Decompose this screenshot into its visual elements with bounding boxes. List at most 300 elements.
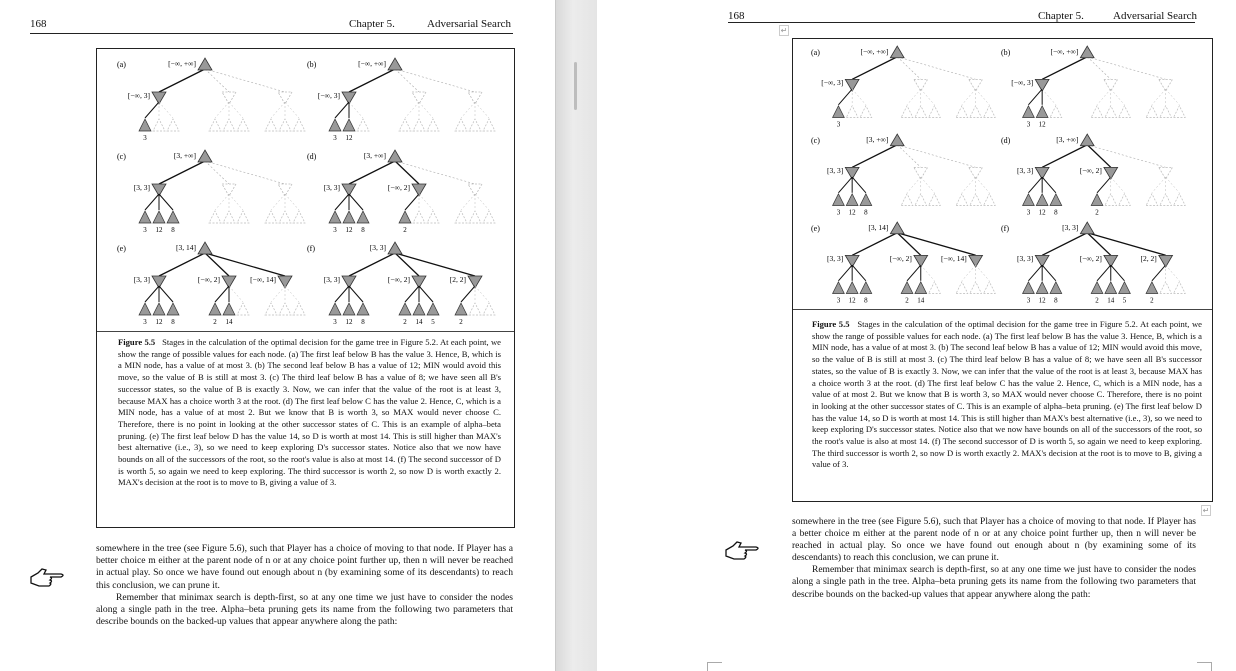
- root-bound: [−∞, +∞]: [1050, 46, 1079, 56]
- max-node: [388, 58, 402, 70]
- root-bound: [3, 14]: [868, 222, 889, 232]
- chapter-label: Chapter 5.: [1038, 10, 1084, 22]
- page-number: 168: [728, 10, 745, 22]
- figure-5-5-trees: [793, 39, 1212, 309]
- header-rule: [30, 33, 513, 34]
- tree-edge: [335, 102, 349, 118]
- leaf-node: [970, 106, 982, 118]
- leaf-value: 2: [1095, 296, 1099, 305]
- leaf-node: [1160, 194, 1172, 206]
- min-bound: [−∞, 3]: [821, 78, 844, 88]
- leaf-value: 3: [333, 226, 337, 234]
- leaf-node: [167, 303, 179, 315]
- annotation-marker[interactable]: ↵: [780, 26, 788, 35]
- body-text: [96, 543, 513, 628]
- tree-panel: [117, 150, 305, 234]
- tree-edge: [1042, 233, 1087, 256]
- leaf-node: [265, 211, 277, 223]
- tree-edge: [1042, 177, 1056, 193]
- pointing-hand-icon: [30, 566, 66, 593]
- tree-edge: [349, 102, 363, 118]
- leaf-value: 8: [171, 318, 175, 326]
- tree-edge: [838, 89, 852, 105]
- min-bound: [−∞, 2]: [387, 183, 410, 192]
- root-bound: [3, +∞]: [866, 134, 889, 144]
- leaf-node: [860, 106, 872, 118]
- leaf-node: [860, 282, 872, 294]
- leaf-value: 3: [836, 296, 841, 305]
- leaf-node: [265, 303, 277, 315]
- leaf-node: [1050, 194, 1062, 206]
- max-node: [388, 242, 402, 254]
- tree-edge: [271, 286, 285, 302]
- leaf-node: [1160, 106, 1172, 118]
- tree-edge: [852, 177, 866, 193]
- leaf-node: [1023, 194, 1035, 206]
- leaf-node: [469, 303, 481, 315]
- leaf-node: [1146, 106, 1158, 118]
- header-rule: [728, 22, 1195, 23]
- leaf-node: [237, 303, 249, 315]
- leaf-node: [427, 303, 439, 315]
- leaf-node: [139, 303, 151, 315]
- leaf-node: [846, 106, 858, 118]
- leaf-node: [329, 211, 341, 223]
- left-page-view[interactable]: [0, 0, 555, 671]
- pointing-hand-icon: [725, 539, 761, 566]
- leaf-value: 12: [155, 318, 163, 326]
- figure-box: [96, 48, 515, 528]
- max-node: [198, 150, 212, 162]
- tree-edge: [1111, 265, 1125, 281]
- tree-edge: [1097, 177, 1111, 193]
- max-node: [890, 134, 904, 146]
- panel-label: (a): [117, 60, 126, 69]
- leaf-value: 3: [1026, 120, 1031, 129]
- tree-panel: [307, 150, 495, 234]
- leaf-node: [427, 211, 439, 223]
- leaf-node: [167, 119, 179, 131]
- root-bound: [3, +∞]: [363, 151, 386, 160]
- max-node: [388, 150, 402, 162]
- leaf-node: [209, 211, 221, 223]
- tree-edge: [229, 102, 243, 118]
- caption-label: Figure 5.5: [812, 319, 850, 329]
- tree-edge: [285, 102, 299, 118]
- leaf-node: [901, 106, 913, 118]
- leaf-value: 8: [864, 208, 868, 217]
- caption-text: Stages in the calculation of the optimal decision for the game tree in Figure 5.2. At each point, we show the range of possible values for each node. (a) The first leaf below B has the value 3. Hence, B, which is a MIN node, has a value of at most 3. (b) The second leaf below B has a value of 12; MIN would avoid this move, so the value of B is still at most 3. (c) The third leaf below B has a value of 8; we have seen all B's successor states, so the value of B is exactly 3. Now, we can infer that the value of the root is at least 3, because MAX has a choice worth 3 at the root. (d) The first leaf below C has the value 2. Hence, C, which is a MIN node, has a value of at most 2. But we know that B is worth 3, so MAX would never choose C. Therefore, there is no point in looking at the other successor states of C. This is an example of alpha–beta pruning. (e) The first leaf below D has the value 14, so D is worth at most 14. This is still higher than MAX's best alternative (i.e., 3), so we need to keep exploring D's successor states. Notice also that we now have bounds on all of the successors of the root, so the root's value is also at most 14. (f) The second successor of D is worth 5, so again we need to keep exploring. The third successor is worth 2, so now D is worth exactly 2. MAX's decision at the root is to move to B, giving a value of 3.: [812, 319, 1202, 470]
- tree-edge: [921, 265, 935, 281]
- leaf-node: [1119, 106, 1131, 118]
- leaf-node: [357, 119, 369, 131]
- leaf-value: 12: [155, 226, 163, 234]
- tree-edge: [1042, 89, 1056, 105]
- leaf-node: [984, 106, 996, 118]
- tree-panel: [811, 134, 995, 216]
- leaf-value: 2: [213, 318, 217, 326]
- panel-label: (e): [811, 223, 820, 233]
- tree-edge: [852, 233, 897, 256]
- leaf-node: [293, 303, 305, 315]
- min-bound: [2, 2]: [449, 275, 466, 284]
- pane-divider[interactable]: [555, 0, 599, 671]
- leaf-node: [1091, 194, 1103, 206]
- leaf-node: [1105, 106, 1117, 118]
- root-bound: [−∞, +∞]: [860, 46, 889, 56]
- leaf-value: 12: [1038, 120, 1046, 129]
- leaf-node: [860, 194, 872, 206]
- tree-edge: [159, 286, 173, 302]
- leaf-node: [929, 194, 941, 206]
- figure-caption: [812, 319, 1202, 471]
- leaf-node: [970, 282, 982, 294]
- annotation-marker[interactable]: ↵: [1202, 506, 1210, 515]
- leaf-node: [237, 211, 249, 223]
- leaf-node: [329, 303, 341, 315]
- tree-edge: [405, 102, 419, 118]
- leaf-node: [1050, 106, 1062, 118]
- leaf-value: 12: [1038, 296, 1046, 305]
- min-bound: [2, 2]: [1140, 254, 1157, 264]
- leaf-node: [833, 106, 845, 118]
- tree-edge: [962, 89, 976, 105]
- tree-panel: [307, 58, 495, 142]
- leaf-node: [846, 194, 858, 206]
- tree-edge: [921, 89, 935, 105]
- leaf-value: 12: [345, 226, 353, 234]
- tree-edge: [215, 194, 229, 210]
- min-bound: [−∞, 14]: [940, 254, 967, 264]
- leaf-value: 14: [225, 318, 233, 326]
- tree-edge: [461, 102, 475, 118]
- leaf-value: 2: [403, 226, 407, 234]
- tree-edge: [419, 102, 433, 118]
- tree-edge: [271, 102, 285, 118]
- tree-edge: [907, 265, 921, 281]
- leaf-node: [956, 106, 968, 118]
- leaf-node: [984, 282, 996, 294]
- tree-edge: [976, 177, 990, 193]
- tree-edge: [285, 286, 299, 302]
- tree-edge: [159, 102, 173, 118]
- leaf-node: [1119, 282, 1131, 294]
- tree-edge: [907, 89, 921, 105]
- leaf-node: [139, 211, 151, 223]
- leaf-value: 2: [905, 296, 909, 305]
- tree-edge: [1028, 265, 1042, 281]
- min-bound: [−∞, 2]: [387, 275, 410, 284]
- max-node: [890, 46, 904, 58]
- max-node: [1080, 222, 1094, 234]
- leaf-node: [915, 194, 927, 206]
- max-node: [198, 242, 212, 254]
- panel-label: (f): [1001, 223, 1009, 233]
- panel-label: (d): [307, 152, 317, 161]
- leaf-node: [399, 303, 411, 315]
- panel-label: (a): [811, 47, 820, 57]
- leaf-node: [901, 282, 913, 294]
- leaf-node: [357, 211, 369, 223]
- page-corner-mark: [707, 662, 722, 671]
- leaf-value: 3: [143, 226, 147, 234]
- leaf-value: 3: [836, 120, 841, 129]
- leaf-node: [929, 282, 941, 294]
- tree-edge: [475, 286, 489, 302]
- leaf-node: [833, 194, 845, 206]
- leaf-node: [455, 303, 467, 315]
- figure-box: [792, 38, 1213, 502]
- leaf-node: [1091, 106, 1103, 118]
- tree-edge: [335, 286, 349, 302]
- min-bound: [−∞, 2]: [1079, 254, 1102, 264]
- leaf-value: 8: [1054, 208, 1058, 217]
- leaf-node: [1119, 194, 1131, 206]
- tree-panel: [117, 58, 305, 142]
- caption-label: Figure 5.5: [118, 337, 156, 347]
- tree-edge: [349, 161, 395, 184]
- tree-edge: [461, 286, 475, 302]
- min-bound: [3, 3]: [1017, 166, 1034, 176]
- leaf-value: 12: [345, 318, 353, 326]
- leaf-node: [427, 119, 439, 131]
- leaf-node: [279, 211, 291, 223]
- tree-edge: [1166, 177, 1180, 193]
- leaf-node: [153, 211, 165, 223]
- leaf-value: 5: [1122, 296, 1127, 305]
- tree-edge: [1028, 89, 1042, 105]
- tree-edge: [159, 161, 205, 184]
- tree-edge: [145, 286, 159, 302]
- tree-edge: [349, 286, 363, 302]
- tree-edge: [838, 177, 852, 193]
- tree-panel: [811, 222, 995, 304]
- tree-edge: [285, 194, 299, 210]
- leaf-node: [343, 211, 355, 223]
- leaf-node: [984, 194, 996, 206]
- leaf-node: [293, 119, 305, 131]
- leaf-node: [1105, 194, 1117, 206]
- leaf-node: [167, 211, 179, 223]
- leaf-node: [279, 119, 291, 131]
- tree-edge: [1152, 89, 1166, 105]
- tree-edge: [1097, 265, 1111, 281]
- leaf-node: [265, 119, 277, 131]
- root-bound: [−∞, +∞]: [168, 59, 196, 68]
- leaf-node: [1023, 282, 1035, 294]
- body-text: [792, 516, 1196, 601]
- chapter-title: Adversarial Search: [1113, 10, 1197, 22]
- tree-edge: [335, 194, 349, 210]
- panel-label: (f): [307, 244, 315, 253]
- tree-edge: [215, 102, 229, 118]
- tree-edge: [419, 286, 433, 302]
- tree-edge: [159, 253, 205, 276]
- leaf-node: [1050, 282, 1062, 294]
- leaf-value: 8: [864, 296, 868, 305]
- max-node: [1080, 134, 1094, 146]
- leaf-node: [413, 211, 425, 223]
- tree-edge: [1152, 265, 1166, 281]
- leaf-node: [153, 303, 165, 315]
- leaf-node: [329, 119, 341, 131]
- tree-edge: [271, 194, 285, 210]
- leaf-node: [413, 119, 425, 131]
- min-bound: [−∞, 3]: [127, 91, 150, 100]
- leaf-node: [413, 303, 425, 315]
- tree-edge: [907, 177, 921, 193]
- tree-edge: [405, 286, 419, 302]
- root-bound: [3, 3]: [369, 243, 386, 252]
- tree-edge: [349, 69, 395, 92]
- leaf-node: [1105, 282, 1117, 294]
- leaf-value: 14: [415, 318, 423, 326]
- min-bound: [3, 3]: [133, 183, 150, 192]
- leaf-value: 2: [1150, 296, 1154, 305]
- root-bound: [3, 14]: [176, 243, 196, 252]
- min-bound: [−∞, 14]: [250, 275, 276, 284]
- root-bound: [3, 3]: [1062, 222, 1079, 232]
- tree-edge: [976, 89, 990, 105]
- leaf-node: [455, 211, 467, 223]
- tree-edge: [405, 194, 419, 210]
- tree-edge: [461, 194, 475, 210]
- max-node: [890, 222, 904, 234]
- tree-edge: [475, 194, 489, 210]
- figure-divider: [793, 309, 1212, 310]
- leaf-node: [223, 119, 235, 131]
- leaf-node: [1091, 282, 1103, 294]
- tree-panel: [811, 46, 995, 128]
- panel-label: (c): [811, 135, 820, 145]
- leaf-node: [279, 303, 291, 315]
- tree-edge: [1111, 89, 1125, 105]
- leaf-node: [357, 303, 369, 315]
- leaf-value: 3: [333, 134, 337, 142]
- figure-5-5-trees: [97, 49, 514, 331]
- leaf-value: 12: [848, 208, 856, 217]
- right-page-view[interactable]: [597, 0, 1236, 671]
- leaf-node: [455, 119, 467, 131]
- leaf-node: [846, 282, 858, 294]
- tree-panel: [1001, 46, 1185, 128]
- tree-edge: [159, 69, 205, 92]
- root-bound: [3, +∞]: [173, 151, 196, 160]
- leaf-node: [1036, 194, 1048, 206]
- tree-edge: [1028, 177, 1042, 193]
- leaf-node: [139, 119, 151, 131]
- min-bound: [3, 3]: [323, 183, 340, 192]
- leaf-value: 8: [361, 318, 365, 326]
- leaf-node: [970, 194, 982, 206]
- leaf-node: [1146, 282, 1158, 294]
- leaf-node: [1023, 106, 1035, 118]
- leaf-node: [833, 282, 845, 294]
- tree-edge: [962, 177, 976, 193]
- chapter-title: Adversarial Search: [427, 18, 511, 30]
- min-bound: [−∞, 2]: [889, 254, 912, 264]
- panel-label: (d): [1001, 135, 1011, 145]
- panel-label: (b): [307, 60, 317, 69]
- paragraph-2: Remember that minimax search is depth-first, so at any one time we just have to consider the nodes along a single path in the tree. Alpha–beta pruning gets its name from the following two parameters that describe bounds on the backed-up values that appear anywhere along the path:: [96, 591, 513, 628]
- tree-edge: [1097, 89, 1111, 105]
- leaf-value: 8: [171, 226, 175, 234]
- tree-edge: [1111, 177, 1125, 193]
- tree-edge: [1166, 265, 1180, 281]
- leaf-value: 3: [143, 318, 147, 326]
- paragraph-1: somewhere in the tree (see Figure 5.6), such that Player has a choice of moving to that node. If Player has a better choice m either at the parent node of n or at any choice point further up, then n will never be reached in actual play. So once we have found out enough about n (by examining some of its descendants) to reach this conclusion, we can prune it.: [96, 543, 513, 591]
- leaf-node: [1174, 194, 1186, 206]
- leaf-node: [343, 119, 355, 131]
- tree-edge: [145, 194, 159, 210]
- tree-edge: [1166, 89, 1180, 105]
- leaf-node: [1174, 282, 1186, 294]
- leaf-value: 8: [1054, 296, 1058, 305]
- root-bound: [3, +∞]: [1056, 134, 1079, 144]
- leaf-node: [399, 119, 411, 131]
- leaf-value: 8: [361, 226, 365, 234]
- leaf-node: [223, 211, 235, 223]
- tree-edge: [1042, 145, 1087, 168]
- leaf-value: 3: [1026, 208, 1031, 217]
- min-bound: [−∞, 3]: [1011, 78, 1034, 88]
- tree-panel: [1001, 222, 1185, 304]
- leaf-value: 3: [333, 318, 337, 326]
- tree-edge: [852, 265, 866, 281]
- figure-caption: [118, 337, 501, 489]
- divider-grip[interactable]: [574, 62, 577, 110]
- page-corner-mark: [1197, 662, 1212, 671]
- leaf-node: [915, 282, 927, 294]
- leaf-node: [209, 119, 221, 131]
- min-bound: [−∞, 3]: [317, 91, 340, 100]
- leaf-value: 3: [1026, 296, 1031, 305]
- leaf-value: 12: [848, 296, 856, 305]
- leaf-value: 14: [1107, 296, 1115, 305]
- leaf-node: [1036, 106, 1048, 118]
- min-bound: [−∞, 2]: [197, 275, 220, 284]
- paragraph-2: Remember that minimax search is depth-first, so at any one time we just have to consider the nodes along a single path in the tree. Alpha–beta pruning gets its name from the following two parameters that describe bounds on the backed-up values that appear anywhere along the path:: [792, 565, 1196, 600]
- tree-edge: [349, 253, 395, 276]
- tree-edge: [852, 89, 866, 105]
- tree-edge: [475, 102, 489, 118]
- leaf-node: [929, 106, 941, 118]
- tree-edge: [1042, 57, 1087, 80]
- min-bound: [3, 3]: [323, 275, 340, 284]
- leaf-node: [915, 106, 927, 118]
- paragraph-1: somewhere in the tree (see Figure 5.6), such that Player has a choice of moving to that node. If Player has a better choice m either at the parent node of n or at any choice point further up, then n will never be reached in actual play. So once we have found out enough about n (by examining some of its descendants) to reach this conclusion, we can prune it.: [792, 517, 1196, 564]
- min-bound: [−∞, 2]: [1079, 166, 1102, 176]
- max-node: [198, 58, 212, 70]
- page-number: 168: [30, 18, 47, 30]
- leaf-node: [483, 303, 495, 315]
- tree-edge: [229, 286, 243, 302]
- leaf-node: [483, 211, 495, 223]
- tree-edge: [852, 57, 897, 80]
- tree-edge: [1042, 265, 1056, 281]
- tree-edge: [921, 177, 935, 193]
- leaf-value: 2: [459, 318, 463, 326]
- tree-edge: [838, 265, 852, 281]
- leaf-node: [469, 119, 481, 131]
- chapter-label: Chapter 5.: [349, 18, 395, 30]
- leaf-node: [956, 194, 968, 206]
- leaf-node: [1160, 282, 1172, 294]
- leaf-node: [209, 303, 221, 315]
- tree-edge: [962, 265, 976, 281]
- tree-edge: [1152, 177, 1166, 193]
- figure-divider: [97, 331, 514, 332]
